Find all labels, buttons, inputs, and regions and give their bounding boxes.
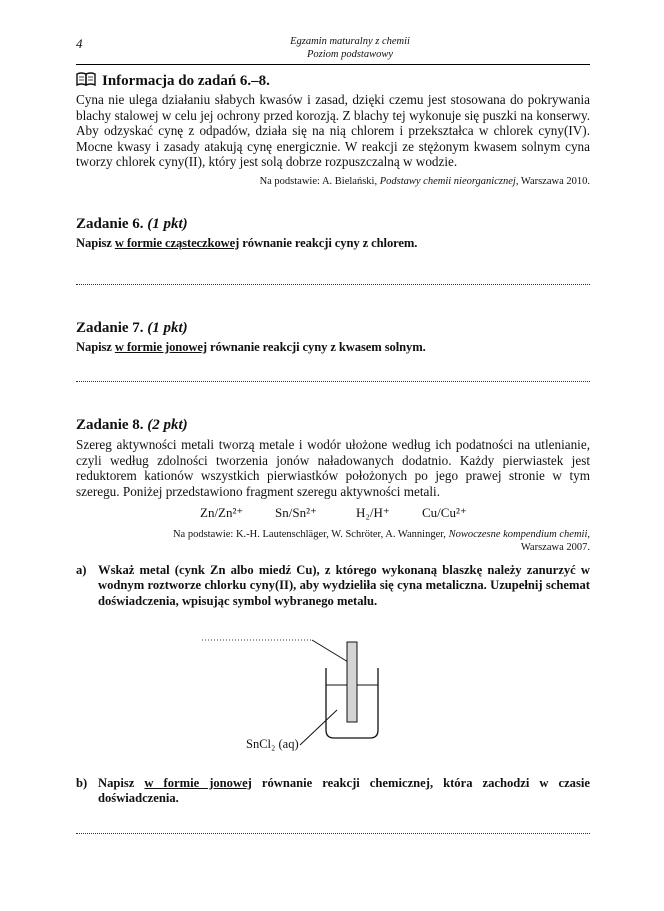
task8a <box>76 563 590 609</box>
solution-pointer <box>300 710 337 745</box>
series-item: Sn/Sn²⁺ <box>275 505 317 520</box>
task6-answer-line[interactable] <box>76 284 590 285</box>
task8b <box>76 776 590 807</box>
exam-title: Egzamin maturalny z chemii <box>290 36 410 47</box>
task7-heading: Zadanie 7. (1 pkt) <box>76 320 188 336</box>
series-item: Cu/Cu²⁺ <box>422 505 467 520</box>
task6-heading: Zadanie 6. (1 pkt) <box>76 216 188 232</box>
metal-strip <box>347 642 357 722</box>
task6-instruction: Napisz w formie cząsteczkowej równanie reakcji cyny z chlorem. <box>76 236 418 250</box>
task7-answer-line[interactable] <box>76 381 590 382</box>
task8b-label: b) <box>76 776 88 790</box>
info-title: Informacja do zadań 6.–8. <box>102 73 270 89</box>
series-item: H₂/H⁺ <box>356 505 390 520</box>
solution-label: SnCl₂ (aq) <box>246 737 299 751</box>
book-icon <box>76 72 96 91</box>
task8a-text: Wskaż metal (cynk Zn albo miedź Cu), z którego wykonaną blaszkę należy zanurzyć w wodnym roztworze chlorku cyny(II), aby wydzieliła się cyna metaliczna. Uzupełnij schemat doświadczenia, wpisując symbol wybranego metalu. <box>98 563 590 608</box>
series-item: Zn/Zn²⁺ <box>200 505 244 520</box>
task7-instruction: Napisz w formie jonowej równanie reakcji cyny z kwasem solnym. <box>76 340 426 354</box>
info-text: Cyna nie ulega działaniu słabych kwasów i zasad, dzięki czemu jest stosowana do pokrywania blachy stalowej w celu jej ochrony przed korozją. Z blachy tej wykonuje się puszki na konserwy. Aby odzyskać cynę z odpadów, działa się na nią chlorem i przekształca w chlorek cyny(IV). Mocne kwasy i zasady atakują cynę energicznie. W reakcji ze stężonym kwasem solnym cyna tworzy chlorek cyny(II), który jest solą dobrze rozpuszczalną w wodzie. <box>76 92 590 170</box>
experiment-diagram <box>190 630 420 760</box>
header-rule <box>76 64 590 65</box>
task8-heading: Zadanie 8. (2 pkt) <box>76 417 188 433</box>
info-source: Na podstawie: A. Bielański, Podstawy chemii nieorganicznej, Warszawa 2010. <box>259 176 590 187</box>
exam-level: Poziom podstawowy <box>306 49 394 60</box>
info-heading <box>76 72 270 91</box>
task8-intro: Szereg aktywności metali tworzą metale i wodór ułożone według ich podatności na utlenianie, czyli według zdolności tworzenia jonów naładowanych dodatnio. Każdy pierwiastek jest reduktorem kationów wszystkich pierwiastków położonych po jego prawej stronie w tym szeregu. Poniżej przedstawiono fragment szeregu aktywności metali. <box>76 437 590 499</box>
task8-source: Na podstawie: K.-H. Lautenschläger, W. Schröter, A. Wanninger, Nowoczesne kompendium chemii, Warszawa 2007. <box>172 529 590 553</box>
task8b-answer-line[interactable] <box>76 833 590 834</box>
task8b-text: Napisz w formie jonowej równanie reakcji chemicznej, która zachodzi w czasie doświadczenia. <box>98 776 590 806</box>
task8a-label: a) <box>76 563 87 577</box>
page-number: 4 <box>76 36 83 51</box>
activity-series <box>0 505 664 523</box>
